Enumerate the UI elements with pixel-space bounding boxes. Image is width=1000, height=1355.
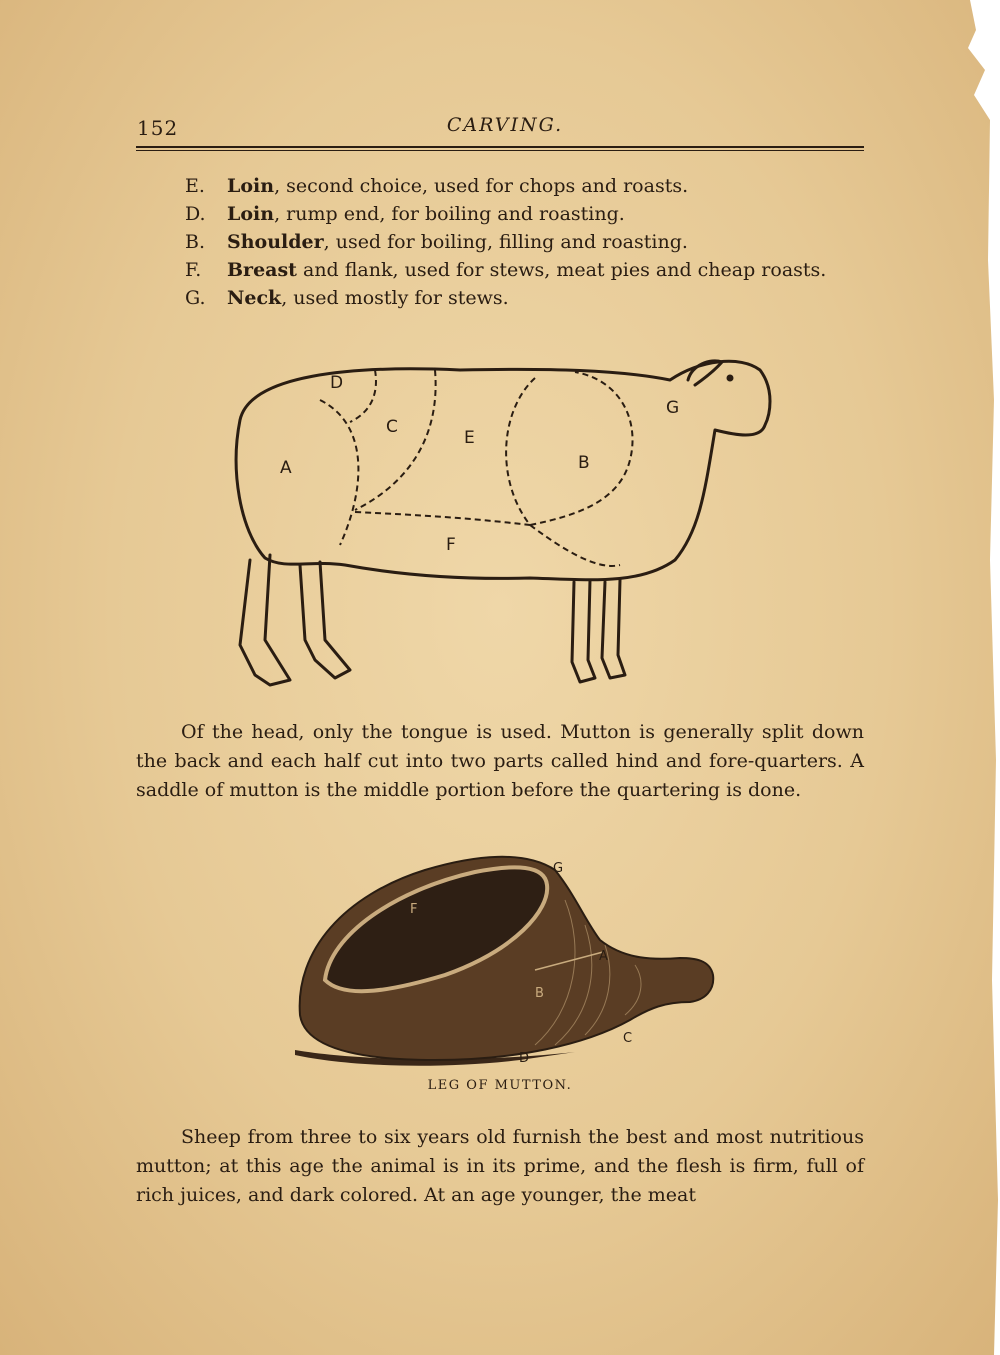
cut-name: Loin	[227, 175, 275, 197]
mutton-label-b: B	[535, 986, 544, 1001]
cut-description: , used mostly for stews.	[281, 287, 509, 309]
label-g: G	[666, 398, 680, 418]
page-number: 152	[137, 116, 179, 140]
cut-item	[185, 200, 826, 228]
cut-item	[185, 284, 826, 312]
paragraph-head-tongue: Of the head, only the tongue is used. Mutton is generally split down the back and each half cut into two parts called hind and fore-quarters. A saddle of mutton is the middle portion before the quartering is done.	[136, 721, 864, 801]
cut-line-c	[355, 370, 436, 510]
mutton-label-g: G	[553, 861, 564, 876]
cut-name: Loin	[227, 203, 275, 225]
header-rule-thin	[136, 150, 864, 151]
cut-description: , rump end, for boiling and roasting.	[274, 203, 625, 225]
cut-letter: E.	[185, 175, 205, 197]
label-f: F	[446, 535, 456, 555]
cut-line-f	[530, 525, 620, 566]
mutton-label-d: D	[519, 1051, 530, 1066]
cut-item	[185, 172, 826, 200]
cut-line-d	[350, 370, 376, 422]
running-title: CARVING.	[446, 114, 564, 136]
header-rule	[136, 146, 864, 148]
sheep-hind-legs	[240, 555, 350, 685]
leg-of-mutton-illustration	[285, 840, 725, 1070]
cut-line-belly	[355, 512, 530, 525]
sheep-body-outline	[236, 361, 770, 580]
cut-letter: G.	[185, 287, 206, 309]
mutton-caption: LEG OF MUTTON.	[427, 1078, 573, 1093]
sheep-fore-legs	[572, 580, 625, 682]
cut-description: , used for boiling, filling and roasting.	[323, 231, 688, 253]
cut-letter: F.	[185, 259, 202, 281]
mutton-label-f: F	[410, 902, 418, 917]
paragraph-sheep-age: Sheep from three to six years old furnish the best and most nutritious mutton; at this age the animal is in its prime, and the flesh is firm, full of rich juices, and dark colored. At an age younger, the meat	[136, 1126, 864, 1206]
sheep-cuts-diagram	[200, 340, 800, 700]
cut-letter: B.	[185, 231, 206, 253]
label-c: C	[386, 417, 398, 437]
cut-list	[185, 172, 826, 312]
torn-page-edge	[930, 0, 1000, 1355]
label-a: A	[280, 458, 292, 478]
cut-name: Breast	[227, 259, 297, 281]
mutton-label-a: A	[599, 949, 608, 964]
cut-item	[185, 256, 826, 284]
sheep-labels	[280, 373, 679, 555]
cut-description: and flank, used for stews, meat pies and cheap roasts.	[296, 259, 827, 281]
cut-description: , second choice, used for chops and roasts.	[274, 175, 689, 197]
label-d: D	[330, 373, 344, 393]
cut-item	[185, 228, 826, 256]
cut-name: Neck	[227, 287, 282, 309]
label-e: E	[464, 428, 475, 448]
mutton-label-c: C	[623, 1031, 633, 1046]
cut-name: Shoulder	[227, 231, 324, 253]
cut-line-b	[506, 372, 632, 525]
label-b: B	[578, 453, 590, 473]
cut-letter: D.	[185, 203, 206, 225]
